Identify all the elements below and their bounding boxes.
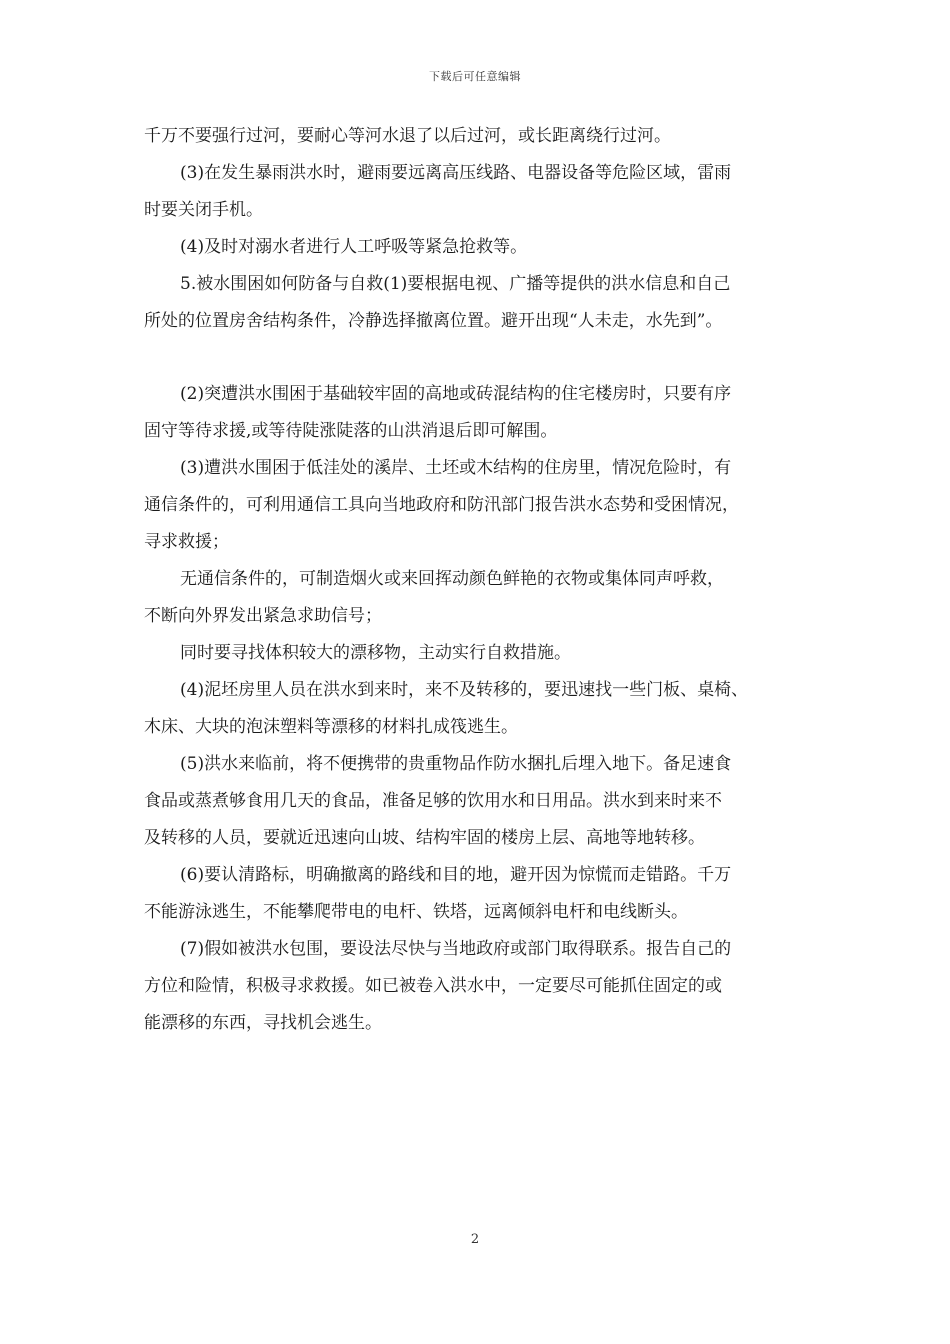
body-line: 千万不要强行过河，要耐心等河水退了以后过河，或长距离绕行过河。 — [144, 126, 671, 146]
body-line: 同时要寻找体积较大的漂移物，主动实行自救措施。 — [180, 643, 571, 663]
body-line: 时要关闭手机。 — [144, 200, 263, 220]
body-line: 及转移的人员，要就近迅速向山坡、结构牢固的楼房上层、高地等地转移。 — [144, 828, 705, 848]
body-line: 无通信条件的，可制造烟火或来回挥动颜色鲜艳的衣物或集体同声呼救， — [180, 569, 724, 589]
body-line: (4)及时对溺水者进行人工呼吸等紧急抢救等。 — [180, 237, 528, 257]
body-line: 木床、大块的泡沫塑料等漂移的材料扎成筏逃生。 — [144, 717, 518, 737]
body-line: 能漂移的东西，寻找机会逃生。 — [144, 1013, 382, 1033]
page-number: 2 — [470, 1232, 480, 1247]
body-line: (2)突遭洪水围困于基础较牢固的高地或砖混结构的住宅楼房时，只要有序 — [180, 384, 732, 404]
body-line: 通信条件的，可利用通信工具向当地政府和防汛部门报告洪水态势和受困情况， — [144, 495, 739, 515]
paragraph-gap — [144, 340, 824, 376]
body-line: 食品或蒸煮够食用几天的食品，准备足够的饮用水和日用品。洪水到来时来不 — [144, 791, 722, 811]
body-line: 不断向外界发出紧急求助信号； — [144, 606, 382, 626]
body-line: (3)遭洪水围困于低洼处的溪岸、土坯或木结构的住房里，情况危险时，有 — [180, 458, 732, 478]
body-line: 不能游泳逃生，不能攀爬带电的电杆、铁塔，远离倾斜电杆和电线断头。 — [144, 902, 688, 922]
body-line: (3)在发生暴雨洪水时，避雨要远离高压线路、电器设备等危险区域，雷雨 — [180, 163, 732, 183]
body-line: 寻求救援； — [144, 532, 229, 552]
document-body — [144, 118, 824, 1042]
page-header: 下载后可任意编辑 — [429, 70, 521, 83]
body-line: 固守等待求援,或等待陡涨陡落的山洪消退后即可解围。 — [144, 421, 558, 441]
body-line: 方位和险情，积极寻求救援。如已被卷入洪水中，一定要尽可能抓住固定的或 — [144, 976, 722, 996]
body-line: 5.被水围困如何防备与自救(1)要根据电视、广播等提供的洪水信息和自己 — [180, 274, 731, 294]
body-line: 所处的位置房舍结构条件，冷静选择撤离位置。避开出现“人未走，水先到”。 — [144, 311, 723, 331]
body-line: (5)洪水来临前，将不便携带的贵重物品作防水捆扎后埋入地下。备足速食 — [180, 754, 732, 774]
body-line: (7)假如被洪水包围，要设法尽快与当地政府或部门取得联系。报告自己的 — [180, 939, 732, 959]
body-line: (4)泥坯房里人员在洪水到来时，来不及转移的，要迅速找一些门板、桌椅、 — [180, 680, 749, 700]
body-line: (6)要认清路标，明确撤离的路线和目的地，避开因为惊慌而走错路。千万 — [180, 865, 732, 885]
